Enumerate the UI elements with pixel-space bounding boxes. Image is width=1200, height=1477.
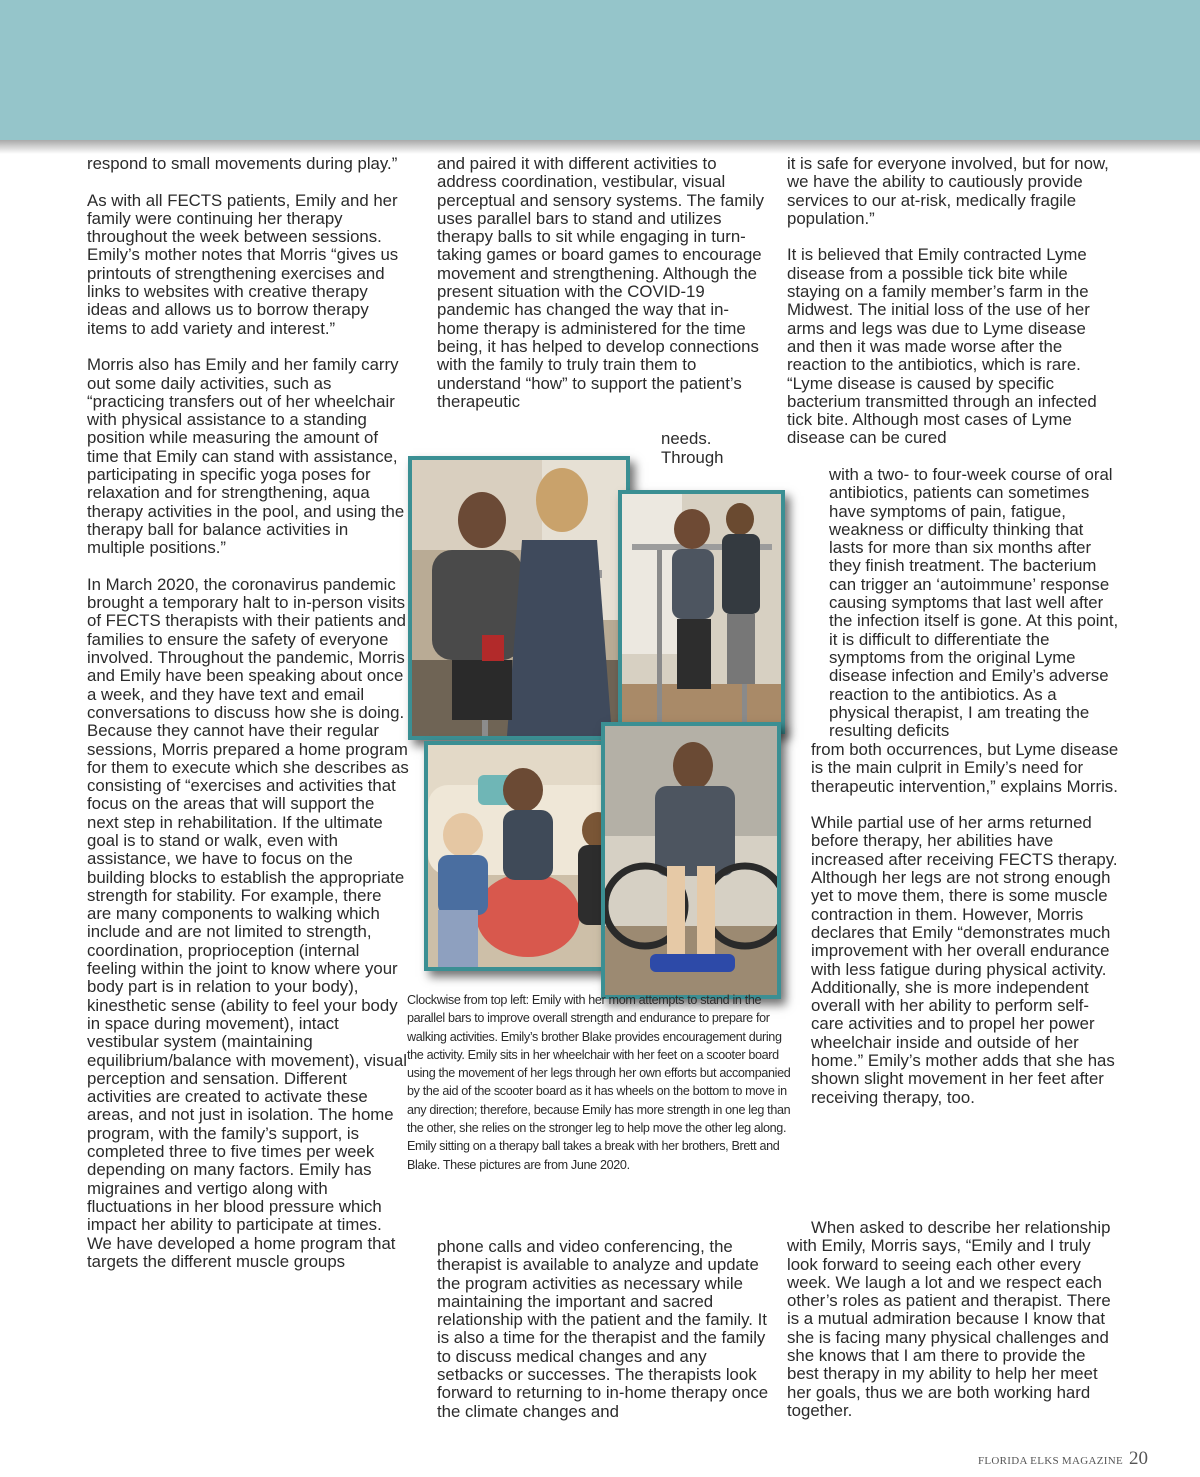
paragraph: Morris also has Emily and her family carry out some daily activities, such as “practicing transfers out of her wheelchair with physical assistance to a standing position while measuring the amount of time that Emily can stand with assistance, participating in specific yoga poses for relaxation and for strengthening, aqua therapy activities in the pool, and using the therapy ball for balance activities in multiple positions.” [87,355,405,558]
article-column-3-bottom [787,1219,1119,1439]
photo-parallel-bars-mother [408,456,630,740]
header-banner [0,0,1200,140]
paragraph: with a two- to four-week course of oral antibiotics, patients can sometimes have symptoms of pain, fatigue, weakness or difficulty thinking that lasts for more than six months after they finish treatment. The bacterium can trigger an ‘autoimmune’ response causing symptoms that last well after the infection itself is gone. At this point, it is difficult to differentiate the symptoms from the original Lyme disease infection and Emily’s adverse reaction to the antibiotics. As a physical therapist, I am treating the resulting deficits [829,465,1119,741]
article-column-2-bottom [437,1238,769,1439]
paragraph: it is safe for everyone involved, but for now, we have the ability to cautiously provide services to our at-risk, medically fragile population.” [787,154,1109,228]
text-fragment-through: Through [661,448,724,467]
paragraph: As with all FECTS patients, Emily and her family were continuing her therapy throughout the week between sessions. Emily’s mother notes that Morris “gives us printouts of strengthening exercises and links to websites with creative therapy ideas and allows us to borrow therapy items to add variety and interest.” [87,190,399,338]
text-fragment-needs: needs. [661,429,712,448]
paragraph: from both occurrences, but Lyme disease is the main culprit in Emily’s need for therapeutic intervention,” explains Morris. [811,740,1119,796]
article-column-3-wrap [829,466,1121,740]
article-column-2-top [437,155,767,429]
paragraph: When asked to describe her relationship with Emily, Morris says, “Emily and I truly look forward to seeing each other every week. We laugh a lot and we respect each other’s roles as patient and therapist. There is a mutual admiration because I know that she is facing many physical challenges and she knows that I am there to provide the best therapy in my ability to help her meet her goals, thus we are both working hard together. [787,1218,1111,1420]
paragraph: In March 2020, the coronavirus pandemic brought a temporary halt to in-person visits of FECTS therapists with their patients and families to ensure the safety of everyone involved. Throughout the pandemic, Morris and Emily have been speaking about once a week, and they have text and email conversations to discuss how she is doing. Because they cannot have their regular sessions, Morris prepared a home program for them to execute which she describes as consisting of “exercises and activities that focus on the areas that will support the next step in rehabilitation. If the ultimate goal is to stand or walk, even with assistance, we have to focus on the building blocks to establish the appropriate strength for stability. For example, there are many components to walking which include and are not limited to strength, coordination, proprioception (internal feeling within the joint to know where your body part is in relation to your body), kinesthetic sense (ability to feel your body in space during movement), intact vestibular system (maintaining equilibrium/balance with movement), visual perception and sensation. Different activities are created to activate these areas, and not just in isolation. The home program, with the family’s support, is completed three to five times per week depending on many factors. Emily has migraines and vertigo along with fluctuations in her blood pressure which impact her ability to participate at times. We have developed a home program that targets the different muscle groups [87,574,409,1271]
photo-parallel-bars-brother [618,490,785,734]
page-number: 20 [1129,1448,1148,1469]
photo-caption: Clockwise from top left: Emily with her mom attempts to stand in the parallel bars to improve overall strength and endurance to prepare for walking activities. Emily’s brother Blake provides encouragement during the activity. Emily sits in her wheelchair with her feet on a scooter board using the movement of her legs through her own efforts but accompanied by the aid of the scooter board as it has wheels on the bottom to move in any direction; therefore, because Emily has more strength in one leg than the other, she relies on the stronger leg to help move the other leg along. Emily sitting on a therapy ball takes a break with her brothers, Brett and Blake. These pictures are from June 2020. [407,993,791,1172]
publication-name: FLORIDA ELKS MAGAZINE [977,1455,1123,1467]
paragraph: phone calls and video conferencing, the therapist is available to analyze and update the program activities as necessary while maintaining the important and sacred relationship with the patient and the family. It is also a time for the therapist and the family to discuss medical changes and any setbacks or successes. The therapists look forward to returning to in-home therapy once the climate changes and [437,1237,769,1421]
banner-shadow [0,140,1200,154]
paragraph: and paired it with different activities to address coordination, vestibular, visual perceptual and sensory systems. The family uses parallel bars to stand and utilizes therapy balls to sit while engaging in turn-taking games or board games to encourage movement and strengthening. Although the present situation with the COVID-19 pandemic has changed the way that in-home therapy is administered for the time being, it has helped to develop connections with the family to truly train them to understand “how” to support the patient’s therapeutic [437,154,765,411]
paragraph: respond to small movements during play.” [87,154,398,173]
article-column-3-middle [811,741,1121,1125]
paragraph: It is believed that Emily contracted Lyme disease from a possible tick bite while staying on a family member’s farm in the Midwest. The initial loss of the use of her arms and legs was due to Lyme disease and then it was made worse after the reaction to the antibiotics, which is rare. “Lyme disease is caused by specific bacterium transmitted through an infected tick bite. Although most cases of Lyme disease can be cured [787,245,1097,448]
article-column-1 [87,155,409,1289]
photo-wheelchair-scooter-board [601,722,781,999]
paragraph: While partial use of her arms returned before therapy, her abilities have increased after receiving FECTS therapy. Although her legs are not strong enough yet to move them, there is some muscle contraction in them. However, Morris declares that Emily “demonstrates much improvement with her overall endurance with less fatigue during physical activity. Additionally, she is more independent overall with her ability to perform self-care activities and to propel her power wheelchair inside and outside of her home.” Emily’s mother adds that she has shown slight movement in her feet after receiving therapy, too. [811,813,1118,1107]
article-column-3-top [787,155,1117,448]
page-footer [978,1448,1148,1470]
